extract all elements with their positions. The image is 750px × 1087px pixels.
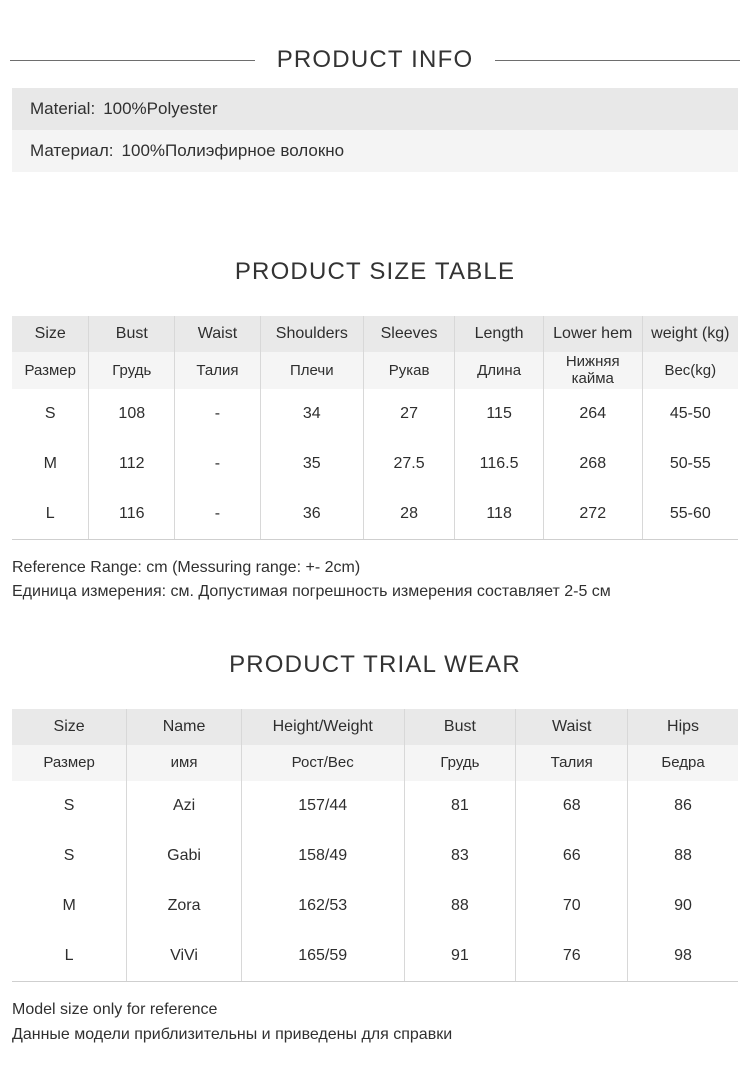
heading-rule-right [495,60,740,61]
size-table-header-bust: Bust [89,316,175,352]
cell-hips: 86 [628,781,738,831]
trial-wear-header-row-ru [12,745,738,781]
trial-subheader-waist: Талия [516,745,628,781]
trial-header-height-weight: Height/Weight [241,709,404,745]
trial-subheader-name: имя [127,745,242,781]
cell-weight: 50-55 [642,439,738,489]
cell-length: 118 [455,489,544,540]
table-row [12,931,738,982]
cell-size: L [12,489,89,540]
size-table-header-row-ru [12,352,738,389]
spacer-top [0,0,750,46]
trial-wear-header-row-en [12,709,738,745]
size-table-subheader-length: Длина [455,352,544,389]
material-label-ru: Материал: [30,141,114,160]
cell-name: Azi [127,781,242,831]
cell-sleeves: 27.5 [363,439,454,489]
size-table-header-length: Length [455,316,544,352]
cell-height-weight: 157/44 [241,781,404,831]
trial-wear-notes [12,998,738,1048]
size-table-header-waist: Waist [175,316,261,352]
trial-header-waist: Waist [516,709,628,745]
cell-shoulders: 36 [260,489,363,540]
cell-bust: 88 [404,881,516,931]
spacer-before-trial-heading [0,605,750,651]
product-info-heading [0,46,750,74]
trial-subheader-size: Размер [12,745,127,781]
size-table-subheader-shoulders: Плечи [260,352,363,389]
size-note-en: Reference Range: cm (Messuring range: +- 2cm) [12,558,361,576]
trial-header-size: Size [12,709,127,745]
cell-bust: 83 [404,831,516,881]
trial-note-ru: Данные модели приблизительны и приведены для справки [12,1025,453,1043]
cell-lower-hem: 264 [543,389,642,439]
cell-sleeves: 28 [363,489,454,540]
cell-waist: - [175,439,261,489]
cell-waist: 68 [516,781,628,831]
cell-bust: 116 [89,489,175,540]
cell-shoulders: 35 [260,439,363,489]
cell-sleeves: 27 [363,389,454,439]
cell-name: ViVi [127,931,242,982]
cell-length: 116.5 [455,439,544,489]
cell-height-weight: 162/53 [241,881,404,931]
spacer-before-size-heading [0,172,750,258]
trial-header-name: Name [127,709,242,745]
cell-height-weight: 165/59 [241,931,404,982]
cell-size: M [12,439,89,489]
size-table-subheader-sleeves: Рукав [363,352,454,389]
size-table-subheader-lower-hem: Нижняя кайма [543,352,642,389]
cell-waist: - [175,489,261,540]
trial-header-bust: Bust [404,709,516,745]
size-table [12,316,738,540]
size-table-header-weight: weight (kg) [642,316,738,352]
size-table-header-shoulders: Shoulders [260,316,363,352]
trial-wear-heading: PRODUCT TRIAL WEAR [229,651,521,679]
size-table-header-sleeves: Sleeves [363,316,454,352]
table-row [12,781,738,831]
heading-rule-left [10,60,255,61]
size-table-subheader-weight: Вес(kg) [642,352,738,389]
size-table-heading: PRODUCT SIZE TABLE [234,258,516,285]
cell-name: Gabi [127,831,242,881]
trial-subheader-height-weight: Рост/Вес [241,745,404,781]
cell-waist: 76 [516,931,628,982]
cell-weight: 55-60 [642,489,738,540]
spacer-after-trial-table [0,982,750,998]
cell-bust: 112 [89,439,175,489]
cell-size: L [12,931,127,982]
cell-size: S [12,781,127,831]
trial-header-hips: Hips [628,709,738,745]
trial-subheader-bust: Грудь [404,745,516,781]
cell-hips: 98 [628,931,738,982]
table-row [12,439,738,489]
cell-bust: 108 [89,389,175,439]
cell-weight: 45-50 [642,389,738,439]
product-info-heading-text: PRODUCT INFO [276,46,474,73]
cell-lower-hem: 268 [543,439,642,489]
material-value-ru: 100%Полиэфирное волокно [121,141,345,160]
cell-lower-hem: 272 [543,489,642,540]
size-table-subheader-bust: Грудь [89,352,175,389]
cell-length: 115 [455,389,544,439]
size-table-header-size: Size [12,316,89,352]
trial-note-en: Model size only for reference [12,1001,218,1019]
spacer-after-size-table [0,540,750,556]
cell-size: S [12,831,127,881]
size-table-subheader-size: Размер [12,352,89,389]
spacer-after-size-heading [0,286,750,316]
trial-wear-table [12,709,738,982]
cell-hips: 88 [628,831,738,881]
cell-waist: 70 [516,881,628,931]
spacer-after-trial-heading [0,679,750,709]
cell-size: M [12,881,127,931]
cell-hips: 90 [628,881,738,931]
table-row [12,389,738,439]
spacer-after-info-heading [0,74,750,88]
material-row-en [12,88,738,130]
cell-height-weight: 158/49 [241,831,404,881]
cell-bust: 81 [404,781,516,831]
material-block [12,88,738,172]
trial-subheader-hips: Бедра [628,745,738,781]
size-table-header-lower-hem: Lower hem [543,316,642,352]
cell-bust: 91 [404,931,516,982]
size-table-header-row-en [12,316,738,352]
size-table-notes [12,556,738,606]
size-table-subheader-waist: Талия [175,352,261,389]
cell-waist: 66 [516,831,628,881]
table-row [12,489,738,540]
material-label-en: Material: [30,99,96,118]
material-row-ru [12,130,738,172]
size-note-ru: Единица измерения: см. Допустимая погрешность измерения составляет 2-5 см [12,583,611,601]
cell-waist: - [175,389,261,439]
table-row [12,881,738,931]
material-value-en: 100%Polyester [103,99,218,118]
cell-shoulders: 34 [260,389,363,439]
table-row [12,831,738,881]
cell-size: S [12,389,89,439]
cell-name: Zora [127,881,242,931]
